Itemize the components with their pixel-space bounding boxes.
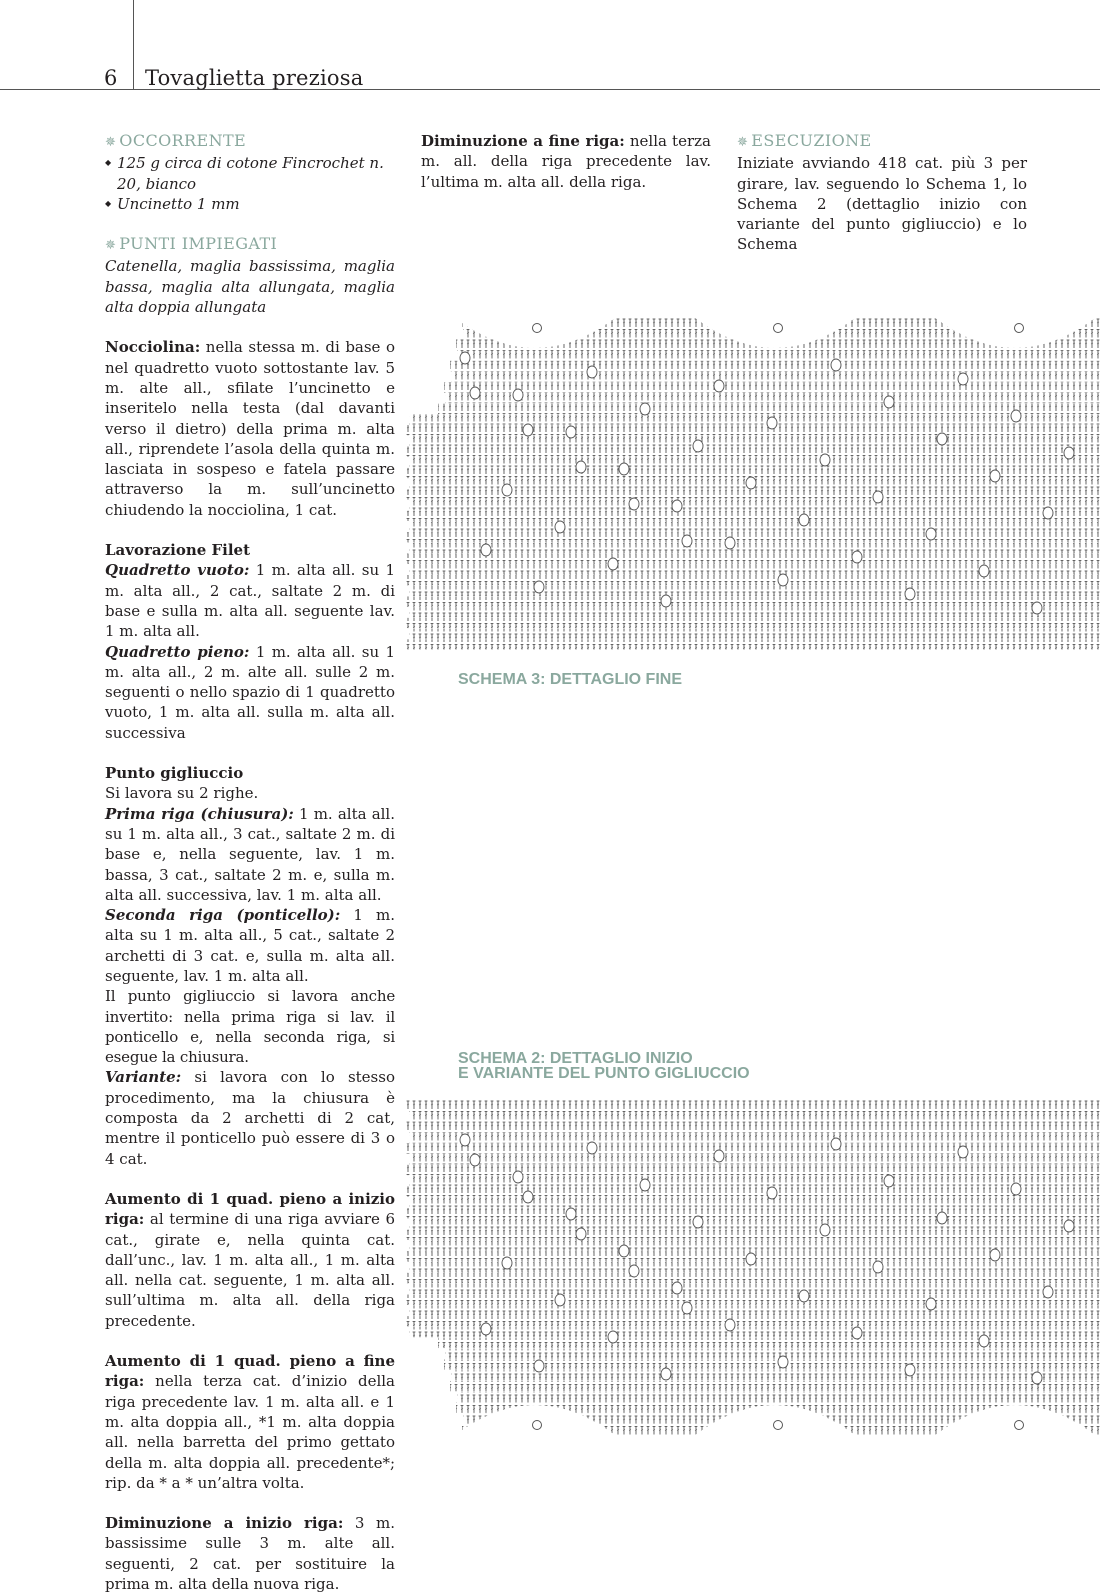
chart-nocciolina-symbol [746,1253,756,1265]
chart-nocciolina-symbol [937,1212,947,1224]
chart-nocciolina-symbol [873,1261,883,1273]
chart-row [405,1143,1100,1153]
chart-nocciolina-symbol [958,1146,968,1158]
chart-nocciolina-symbol [746,477,756,489]
chart-row [409,629,1100,639]
chart-row [409,586,1100,596]
chart-row [445,393,1100,403]
chart-row [405,425,1100,435]
materials-list [105,153,395,214]
chart-row [409,1197,1100,1207]
chart-row [405,1273,1100,1283]
chart-row [438,1338,1100,1348]
chart-row [451,372,1100,382]
chart-nocciolina-symbol [566,426,576,438]
chart-nocciolina-symbol [820,454,830,466]
chart-start-marker [533,1421,542,1430]
chart-nocciolina-symbol [714,1150,724,1162]
nocciolina-paragraph: Nocciolina: nella stessa m. di base o nel quadretto vuoto sottostante lav. 5 m. alte all., sfilate l’uncinetto e inseritelo nella testa (dal davanti verso il dietro) della prima m. alta all., riprendete l’asola della quinta m. lasciata in sospeso e fatela passare attraverso la m. sull’uncinetto chiudendo la nocciolina, 1 cat. [105,338,395,519]
chart-row [409,1132,1100,1142]
chart-nocciolina-symbol [990,470,1000,482]
chart-nocciolina-symbol [661,1368,671,1380]
chart-row [409,1219,1100,1229]
chart-nocciolina-symbol [661,595,671,607]
stitches-list: Catenella, maglia bassissima, maglia bassa, maglia alta allungata, maglia alta doppia allungata [105,257,395,317]
chart-row [409,543,1100,553]
page-title: Tovaglietta preziosa [145,66,364,90]
chart-row [409,521,1100,531]
chart-start-marker [533,324,542,333]
chart-nocciolina-symbol [873,491,883,503]
chart-row [409,564,1100,574]
chart-nocciolina-symbol [555,521,565,533]
chart-row [405,532,1100,542]
chart-nocciolina-symbol [778,574,788,586]
material-item: ◆ Uncinetto 1 mm [105,194,395,214]
chart-row [445,1349,1100,1359]
chart-nocciolina-symbol [820,1224,830,1236]
chart-nocciolina-symbol [693,440,703,452]
chart-nocciolina-symbol [608,1331,618,1343]
chart-nocciolina-symbol [481,1323,491,1335]
chart-row [405,554,1100,564]
chart-start-marker [774,1421,783,1430]
chart-row [438,404,1100,414]
chart-row [405,1165,1100,1175]
chart-nocciolina-symbol [1064,1220,1074,1232]
chart-start-marker [774,324,783,333]
schema-2-caption-line-2: E VARIANTE DEL PUNTO GIGLIUCCIO [458,1065,750,1082]
chart-nocciolina-symbol [884,396,894,408]
chart-nocciolina-symbol [905,588,915,600]
chart-nocciolina-symbol [619,1245,629,1257]
chart-row [457,350,1100,360]
seconda-riga-paragraph: Seconda riga (ponticello): 1 m. alta su 1 m. alta all., 5 cat., saltate 2 archetti di 3 cat. e, sulla m. alta all. seguente, lav. 1 m. alta all. [105,906,396,985]
chart-nocciolina-symbol [831,359,841,371]
chart-nocciolina-symbol [990,1249,1000,1261]
chart-nocciolina-symbol [831,1138,841,1150]
chart-nocciolina-symbol [672,500,682,512]
chart-nocciolina-symbol [481,544,491,556]
chart-nocciolina-symbol [1043,507,1053,519]
chart-nocciolina-symbol [1011,410,1021,422]
variante-paragraph: Variante: si lavora con lo stesso procedimento, ma la chiusura è composta da 2 archetti di 2 cat, mentre il ponticello può essere di 3 o 4 cat. [105,1068,395,1168]
star-icon: ✵ [105,238,117,254]
chart-nocciolina-symbol [513,1171,523,1183]
chart-nocciolina-symbol [714,380,724,392]
section-heading-occorrente: ✵ OCCORRENTE [105,131,247,150]
chart-row [444,382,1100,392]
chart-nocciolina-symbol [640,403,650,415]
chart-row [409,1305,1100,1315]
chart-nocciolina-symbol [460,352,470,364]
chart-row [405,447,1100,457]
chart-row [405,639,1100,649]
chart-nocciolina-symbol [523,1191,533,1203]
material-item: ◆ 125 g circa di cotone Fincrochet n. 20, bianco [105,153,395,194]
text-column-1 [105,131,395,1594]
chart-nocciolina-symbol [852,1327,862,1339]
chart-nocciolina-symbol [905,1364,915,1376]
chart-row [409,414,1100,424]
aumento-inizio-paragraph: Aumento di 1 quad. pieno a inizio riga: al termine di una riga avviare 6 cat., girate e, nella quinta cat. dall’unc., lav. 1 m. alta all., 1 m. alta all. nella cat. seguente, 1 m. alta all. sull’ultima m. alta all. della riga precedente. [105,1189,395,1330]
chart-nocciolina-symbol [640,1179,650,1191]
chart-nocciolina-symbol [629,1265,639,1277]
schema-3-caption: SCHEMA 3: DETTAGLIO FINE [458,671,682,688]
esecuzione-paragraph: Iniziate avviando 418 cat. più 3 per girare, lav. seguendo lo Schema 1, lo Schema 2 (dettaglio inizio con variante del punto gigliuccio) e lo Schema [737,154,1027,254]
chart-nocciolina-symbol [566,1208,576,1220]
chart-row [405,1122,1100,1132]
chart-nocciolina-symbol [608,558,618,570]
chart-nocciolina-symbol [1032,1372,1042,1384]
chart-start-marker [1015,324,1024,333]
chart-row [405,511,1100,521]
chart-nocciolina-symbol [767,417,777,429]
chart-row [409,500,1100,510]
filet-heading: Lavorazione Filet [105,541,251,560]
chart-nocciolina-symbol [799,514,809,526]
schema-2-caption [458,1051,750,1081]
diminuzione-inizio-paragraph: Diminuzione a inizio riga: 3 m. bassissime sulle 3 m. alte all. seguenti, 2 cat. per sostituire la prima m. alta della nuova riga. [105,1514,395,1593]
chart-nocciolina-symbol [926,528,936,540]
chart-nocciolina-symbol [587,1142,597,1154]
chart-nocciolina-symbol [470,1154,480,1166]
chart-nocciolina-symbol [513,389,523,401]
chart-nocciolina-symbol [502,1257,512,1269]
chart-nocciolina-symbol [470,387,480,399]
chart-row [405,1295,1100,1305]
chart-row [409,436,1100,446]
chart-symbol-grid [405,318,1100,650]
chart-row [409,457,1100,467]
chart-nocciolina-symbol [534,1360,544,1372]
chart-nocciolina-symbol [502,484,512,496]
chart-nocciolina-symbol [587,366,597,378]
diminuzione-fine-paragraph: Diminuzione a fine riga: nella terza m. all. della riga precedente lav. l’ultima m. alta all. della riga. [421,132,711,191]
chart-nocciolina-symbol [958,373,968,385]
schema-2-chart [405,1100,1100,1435]
chart-row [405,575,1100,585]
star-icon: ✵ [737,135,749,150]
chart-nocciolina-symbol [619,463,629,475]
chart-nocciolina-symbol [884,1175,894,1187]
chart-row [409,1327,1100,1337]
chart-row [405,618,1100,628]
chart-row [450,361,1100,371]
chart-nocciolina-symbol [725,1319,735,1331]
text-column-2 [421,131,711,192]
header-divider-vertical [133,0,134,90]
text-column-3 [737,131,1027,255]
chart-nocciolina-symbol [1043,1286,1053,1298]
chart-nocciolina-symbol [460,1134,470,1146]
chart-nocciolina-symbol [725,537,735,549]
chart-nocciolina-symbol [682,1302,692,1314]
chart-nocciolina-symbol [1011,1183,1021,1195]
schema-2-caption-line-1: SCHEMA 2: DETTAGLIO INIZIO [458,1050,693,1067]
chart-row [409,1154,1100,1164]
chart-nocciolina-symbol [767,1187,777,1199]
section-heading-esecuzione: ✵ ESECUZIONE [737,131,872,150]
chart-nocciolina-symbol [979,565,989,577]
chart-nocciolina-symbol [852,551,862,563]
chart-row [409,1111,1100,1121]
chart-nocciolina-symbol [682,535,692,547]
aumento-fine-paragraph: Aumento di 1 quad. pieno a fine riga: nella terza cat. d’inizio della riga precedente lav. 1 m. alta all. e 1 m. alta doppia all., *1 m. alta doppia all. nella barretta del primo gettato della m. alta doppia all. precedente*; rip. da * a * un’altra volta. [105,1352,395,1492]
chart-row [457,1392,1100,1402]
chart-row [405,596,1100,606]
chart-nocciolina-symbol [1032,602,1042,614]
chart-row [409,1284,1100,1294]
invertito-paragraph: Il punto gigliuccio si lavora anche invertito: nella prima riga si lav. il ponticello e, nella seconda riga, si esegue la chiusura. [105,987,395,1067]
schema-3-chart [405,318,1100,650]
chart-nocciolina-symbol [1064,447,1074,459]
gigliuccio-heading: Punto gigliuccio [105,764,244,783]
chart-row [405,1208,1100,1218]
chart-nocciolina-symbol [979,1335,989,1347]
chart-row [409,607,1100,617]
chart-symbol-grid [405,1100,1100,1435]
gigliuccio-intro: Si lavora su 2 righe. [105,784,259,803]
chart-nocciolina-symbol [523,424,533,436]
chart-nocciolina-symbol [576,461,586,473]
chart-row [405,1100,1100,1110]
chart-nocciolina-symbol [693,1216,703,1228]
chart-nocciolina-symbol [576,1228,586,1240]
page-number: 6 [104,66,118,90]
chart-nocciolina-symbol [555,1294,565,1306]
chart-row [405,1230,1100,1240]
chart-nocciolina-symbol [778,1356,788,1368]
chart-nocciolina-symbol [534,581,544,593]
chart-nocciolina-symbol [926,1298,936,1310]
chart-row [405,1186,1100,1196]
chart-row [450,1381,1100,1391]
chart-nocciolina-symbol [672,1282,682,1294]
section-heading-punti: ✵ PUNTI IMPIEGATI [105,234,278,254]
quadretto-vuoto-paragraph: Quadretto vuoto: 1 m. alta all. su 1 m. alta all., 2 cat., saltate 2 m. di base e sulla m. alta all. seguente lav. 1 m. alta all. [105,561,396,641]
star-icon: ✵ [105,135,117,150]
chart-start-marker [1015,1421,1024,1430]
prima-riga-paragraph: Prima riga (chiusura): 1 m. alta all. su 1 m. alta all., 3 cat., saltate 2 m. di base e, nella seguente, lav. 1 m. bassa, 3 cat., saltate 2 m. e, sulla m. alta all. successiva, lav. 1 m. alta all. [105,804,395,904]
chart-nocciolina-symbol [799,1290,809,1302]
chart-nocciolina-symbol [937,433,947,445]
chart-nocciolina-symbol [629,498,639,510]
quadretto-pieno-paragraph: Quadretto pieno: 1 m. alta all. su 1 m. alta all., 2 m. alte all. sulle 2 m. seguenti o nello spazio di 1 quadretto vuoto, 1 m. alta all. sulla m. alta all. successiva [105,642,395,742]
chart-row [405,1316,1100,1326]
chart-row [451,1370,1100,1380]
